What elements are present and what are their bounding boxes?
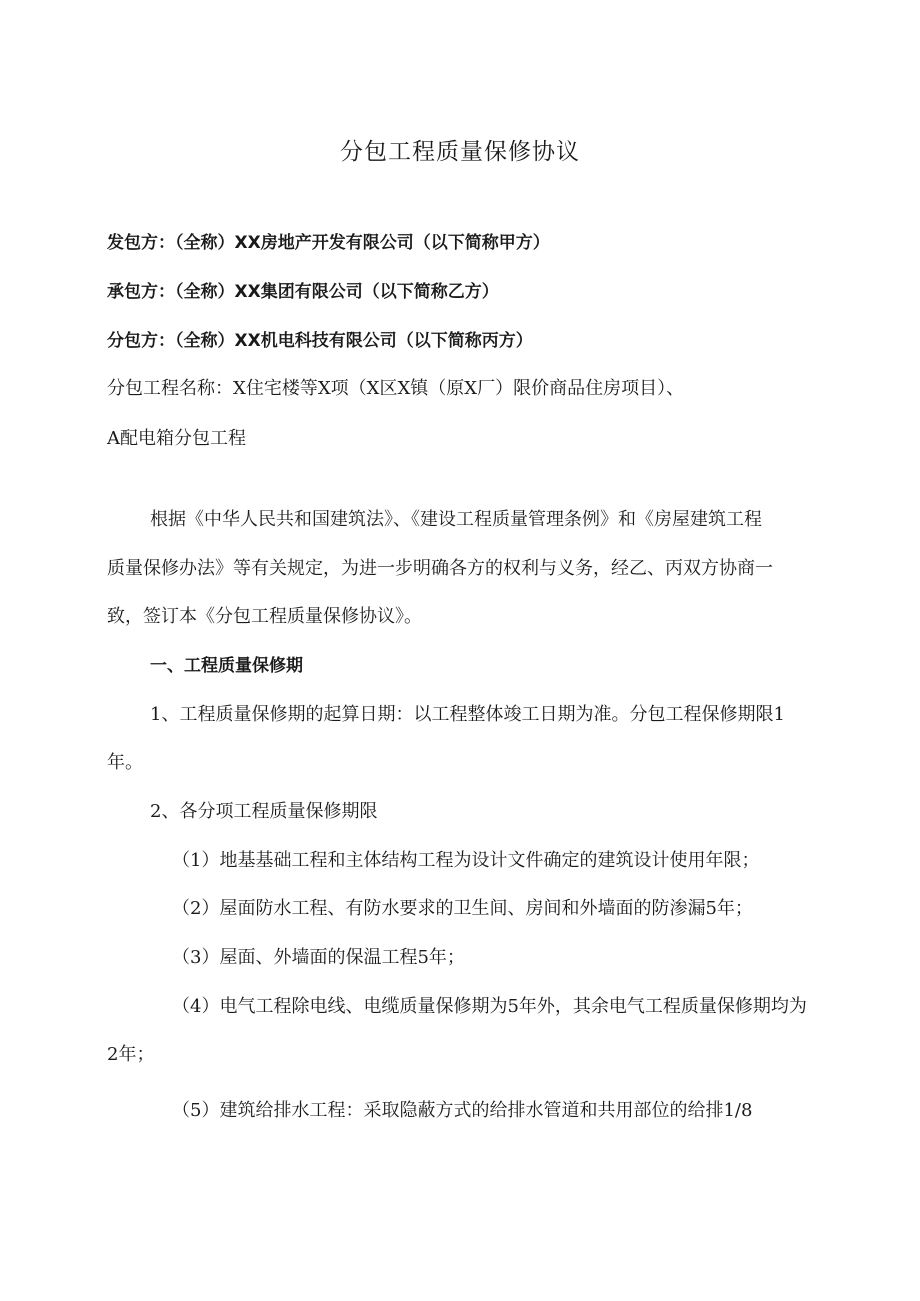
preamble-line-3: 致，签订本《分包工程质量保修协议》。 <box>107 606 422 627</box>
section-1-item-1-line-2: 年。 <box>107 752 143 773</box>
employer-line: 发包方：（全称）XX房地产开发有限公司（以下简称甲方） <box>107 233 550 253</box>
preamble-line-2: 质量保修办法》等有关规定，为进一步明确各方的权利与义务，经乙、丙双方协商一 <box>107 558 773 579</box>
section-1-sub-4-line-2: 2年； <box>107 1044 155 1065</box>
document-title: 分包工程质量保修协议 <box>340 139 580 165</box>
section-1-sub-1: （1）地基基础工程和主体结构工程为设计文件确定的建筑设计使用年限； <box>172 850 760 871</box>
section-1-sub-4-line-1: （4）电气工程除电线、电缆质量保修期为5年外，其余电气工程质量保修期均为 <box>172 996 807 1017</box>
section-1-sub-2: （2）屋面防水工程、有防水要求的卫生间、房间和外墙面的防渗漏5年； <box>172 898 753 919</box>
section-1-sub-5: （5）建筑给排水工程：采取隐蔽方式的给排水管道和共用部位的给排1/8 <box>172 1100 753 1121</box>
contractor-line: 承包方：（全称）XX集团有限公司（以下简称乙方） <box>107 282 499 302</box>
section-1-item-1-line-1: 1、工程质量保修期的起算日期：以工程整体竣工日期为准。分包工程保修期限1 <box>150 704 785 725</box>
subcontractor-line: 分包方：（全称）XX机电科技有限公司（以下简称丙方） <box>107 331 533 351</box>
section-1-heading: 一、工程质量保修期 <box>150 656 303 676</box>
project-name-line-2: A配电箱分包工程 <box>107 428 246 449</box>
section-1-item-2: 2、各分项工程质量保修期限 <box>150 801 378 822</box>
preamble-line-1: 根据《中华人民共和国建筑法》、《建设工程质量管理条例》和《房屋建筑工程 <box>150 509 762 530</box>
section-1-sub-3: （3）屋面、外墙面的保温工程5年； <box>172 947 465 968</box>
project-name-line-1: 分包工程名称：X住宅楼等X项（X区X镇（原X厂）限价商品住房项目）、 <box>107 378 685 399</box>
